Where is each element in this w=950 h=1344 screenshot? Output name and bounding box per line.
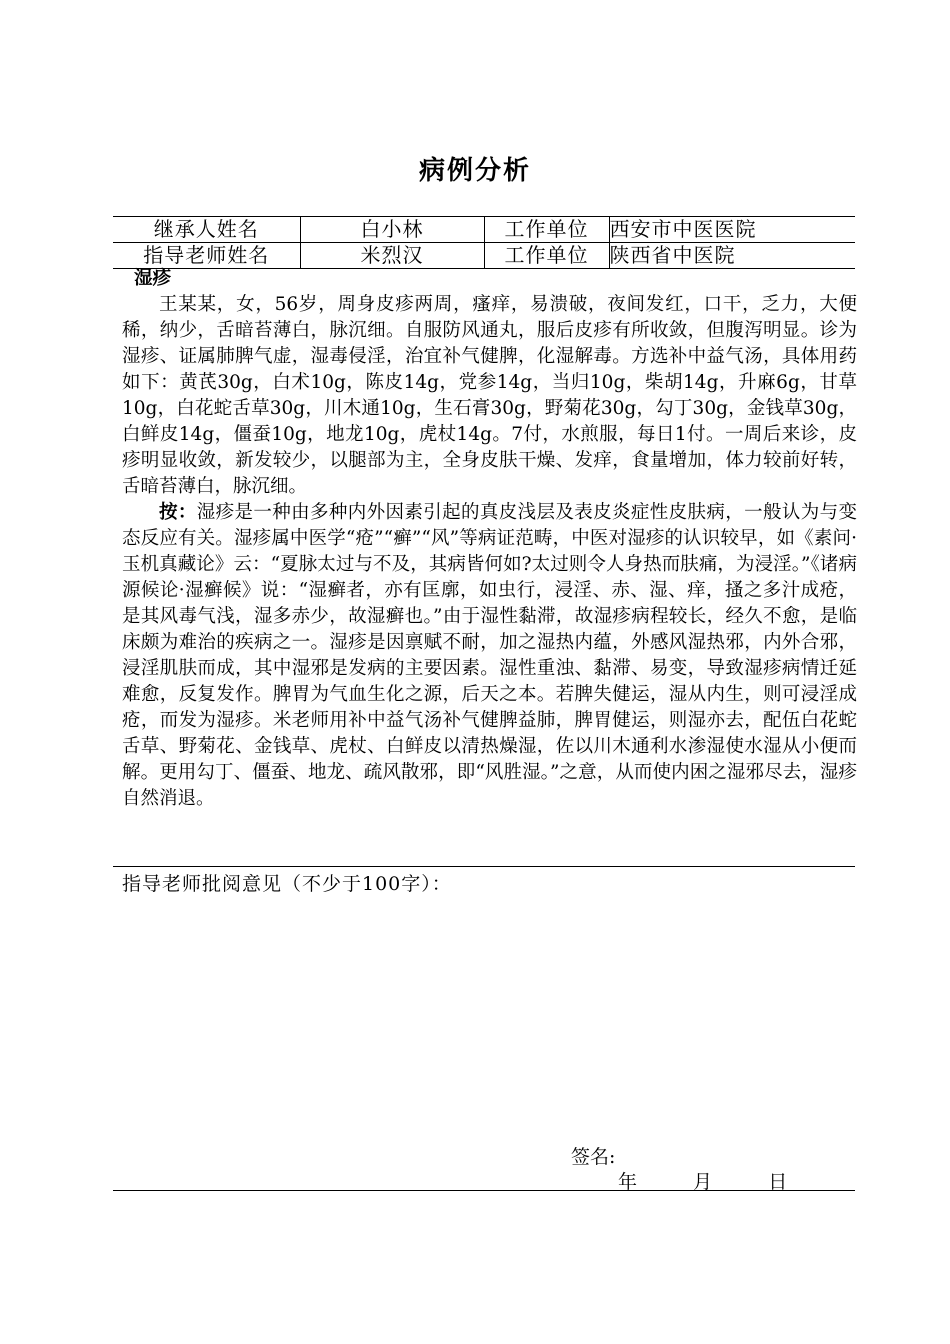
- successor-name-value: 白小林: [300, 217, 484, 243]
- case-heading: 湿疹: [134, 268, 172, 289]
- divider-top: [113, 866, 855, 867]
- mentor-unit-value: 陕西省中医院: [609, 243, 855, 269]
- divider-bottom: [113, 1190, 855, 1191]
- table-row: [113, 217, 855, 243]
- page-title: 病例分析: [418, 156, 531, 186]
- analysis-text: 湿疹是一种由多种内外因素引起的真皮浅层及表皮炎症性皮肤病，一般认为与变态反应有关。湿疹属中医学“疮”“癣”“风”等病证范畴，中医对湿疹的认识较早，如《素问·玉机真藏论》云：“夏脉太过与不及，其病皆何如?太过则令人身热而肤痛，为浸淫。”《诸病源候论·湿癣候》说：“湿癣者，亦有匡廓，如虫行，浸淫、赤、湿、痒，搔之多汁成疮，是其风毒气浅，湿多赤少，故湿癣也。”由于湿性黏滞，故湿疹病程较长，经久不愈，是临床颇为难治的疾病之一。湿疹是因禀赋不耐，加之湿热内蕴，外感风湿热邪，内外合邪，浸淫肌肤而成，其中湿邪是发病的主要因素。湿性重浊、黏滞、易变，导致湿疹病情迁延难愈，反复发作。脾胃为气血生化之源，后天之本。若脾失健运，湿从内生，则可浸淫成疮，而发为湿疹。米老师用补中益气汤补气健脾益肺，脾胃健运，则湿亦去，配伍白花蛇舌草、野菊花、金钱草、虎杖、白鲜皮以清热燥湿，佐以川木通利水渗湿使水湿从小便而解。更用勾丁、僵蚕、地龙、疏风散邪，即“风胜湿。”之意，从而使内困之湿邪尽去，湿疹自然消退。: [122, 502, 857, 809]
- date-day: 日: [768, 1171, 788, 1193]
- info-table: [113, 216, 855, 269]
- successor-name-label: 继承人姓名: [113, 217, 300, 243]
- successor-unit-value: 西安市中医医院: [609, 217, 855, 243]
- mentor-unit-label: 工作单位: [484, 243, 609, 269]
- successor-unit-label: 工作单位: [484, 217, 609, 243]
- case-content: [122, 266, 857, 812]
- case-analysis: [122, 500, 857, 812]
- signature-label: 签名:: [571, 1146, 616, 1168]
- date-month: 月: [693, 1171, 713, 1193]
- review-label: 指导老师批阅意见（不少于100字）：: [122, 873, 452, 895]
- mentor-name-value: 米烈汉: [300, 243, 484, 269]
- date-year: 年: [618, 1171, 638, 1193]
- mentor-name-label: 指导老师姓名: [113, 243, 300, 269]
- analysis-label: 按：: [159, 502, 197, 523]
- table-row: [113, 243, 855, 269]
- case-description: 王某某，女，56岁，周身皮疹两周，瘙痒，易溃破，夜间发红，口干，乏力，大便稀，纳少，舌暗苔薄白，脉沉细。自服防风通丸，服后皮疹有所收敛，但腹泻明显。诊为湿疹、证属肺脾气虚，湿毒侵淫，治宜补气健脾，化湿解毒。方选补中益气汤，具体用药如下：黄芪30g，白术10g，陈皮14g，党参14g，当归10g，柴胡14g，升麻6g，甘草10g，白花蛇舌草30g，川木通10g，生石膏30g，野菊花30g，勾丁30g，金钱草30g，白鲜皮14g，僵蚕10g，地龙10g，虎杖14g。7付，水煎服，每日1付。一周后来诊，皮疹明显收敛，新发较少，以腿部为主，全身皮肤干燥、发痒，食量增加，体力较前好转，舌暗苔薄白，脉沉细。: [122, 294, 857, 497]
